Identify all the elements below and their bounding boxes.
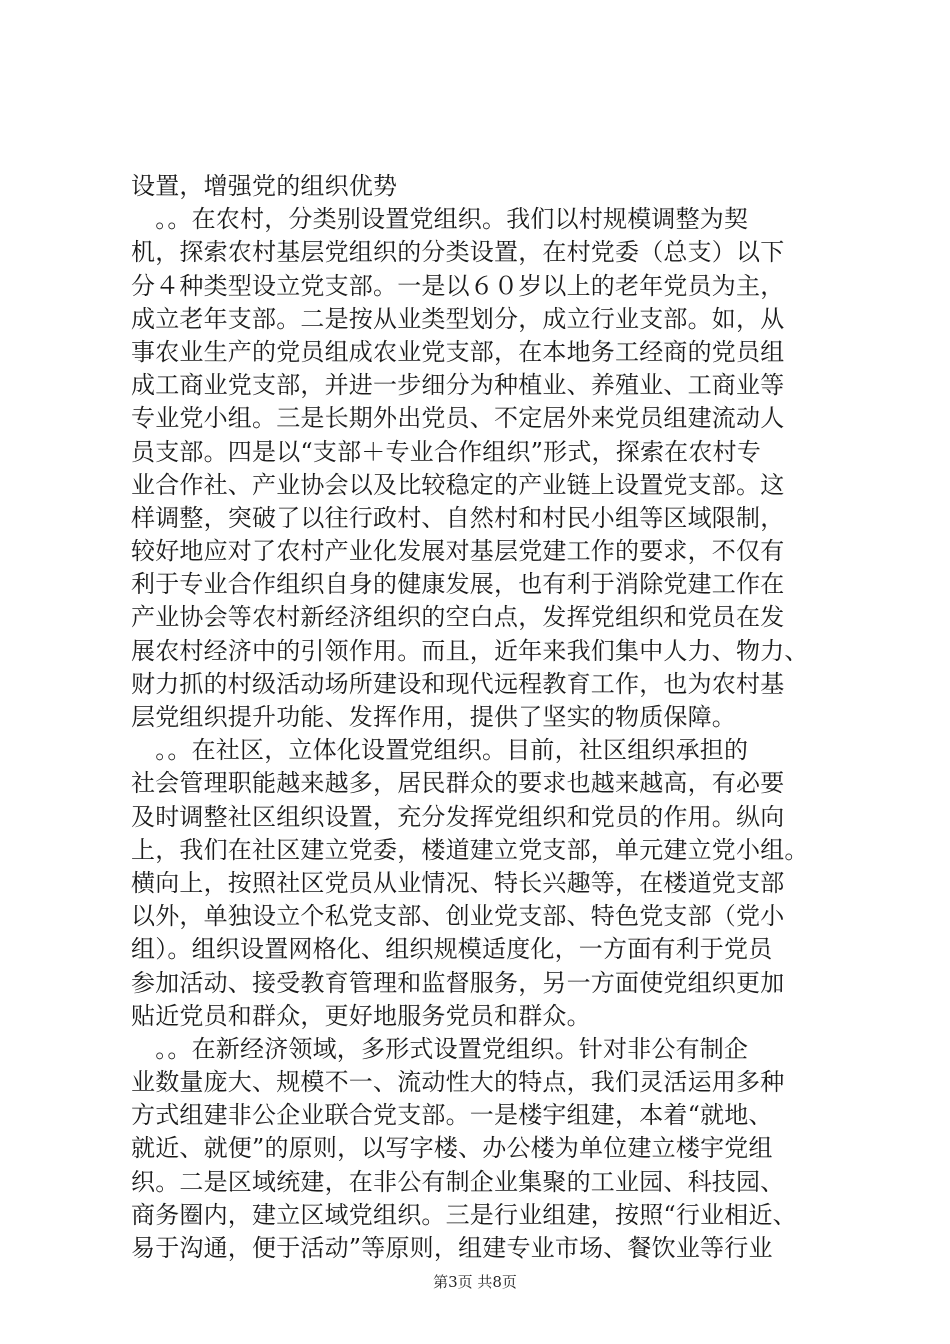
- text-line: 以外，单独设立个私党支部、创业党支部、特色党支部（党小: [131, 902, 785, 931]
- text-line: 及时调整社区组织设置，充分发挥党组织和党员的作用。纵向: [131, 802, 785, 831]
- text-line: 产业协会等农村新经济组织的空白点，发挥党组织和党员在发: [131, 603, 785, 632]
- text-line: 业数量庞大、规模不一、流动性大的特点，我们灵活运用多种: [131, 1068, 785, 1097]
- body-text: [131, 170, 831, 1265]
- text-line: 。。在新经济领域，多形式设置党组织。针对非公有制企: [131, 1034, 749, 1063]
- text-line: 分４种类型设立党支部。一是以６０岁以上的老年党员为主，: [131, 271, 785, 300]
- text-line: 就近、就便”的原则，以写字楼、办公楼为单位建立楼宇党组: [131, 1134, 773, 1163]
- text-line: 业合作社、产业协会以及比较稳定的产业链上设置党支部。这: [131, 470, 785, 499]
- text-line: 商务圈内，建立区域党组织。三是行业组建，按照“行业相近、: [131, 1200, 797, 1229]
- text-line: 。。在社区，立体化设置党组织。目前，社区组织承担的: [131, 736, 749, 765]
- text-line: 员支部。四是以“支部＋专业合作组织”形式，探索在农村专: [131, 437, 761, 466]
- page-number-footer: 第3页 共8页: [433, 1273, 517, 1291]
- text-line: 。。在农村，分类别设置党组织。我们以村规模调整为契: [131, 205, 749, 234]
- text-line: 横向上，按照社区党员从业情况、特长兴趣等，在楼道党支部: [131, 868, 785, 897]
- text-line: 易于沟通，便于活动”等原则，组建专业市场、餐饮业等行业: [131, 1234, 773, 1262]
- text-line: 上，我们在社区建立党委，楼道建立党支部，单元建立党小组。: [131, 835, 809, 864]
- text-line: 成立老年支部。二是按从业类型划分，成立行业支部。如，从: [131, 304, 785, 333]
- text-line: 较好地应对了农村产业化发展对基层党建工作的要求，不仅有: [131, 537, 785, 566]
- text-line: 事农业生产的党员组成农业党支部，在本地务工经商的党员组: [131, 337, 785, 366]
- text-line: 织。二是区域统建，在非公有制企业集聚的工业园、科技园、: [131, 1167, 785, 1196]
- text-line: 财力抓的村级活动场所建设和现代远程教育工作，也为农村基: [131, 669, 785, 698]
- text-line: 设置，增强党的组织优势: [131, 172, 398, 200]
- text-line: 专业党小组。三是长期外出党员、不定居外来党员组建流动人: [131, 404, 785, 433]
- text-line: 参加活动、接受教育管理和监督服务，另一方面使党组织更加: [131, 968, 785, 997]
- text-line: 成工商业党支部，并进一步细分为种植业、养殖业、工商业等: [131, 371, 785, 400]
- text-line: 样调整，突破了以往行政村、自然村和村民小组等区域限制，: [131, 503, 785, 532]
- text-line: 层党组织提升功能、发挥作用，提供了坚实的物质保障。: [131, 703, 736, 731]
- text-line: 方式组建非公企业联合党支部。一是楼宇组建，本着“就地、: [131, 1101, 773, 1130]
- text-line: 组）。组织设置网格化、组织规模适度化，一方面有利于党员: [131, 935, 773, 964]
- text-line: 展农村经济中的引领作用。而且，近年来我们集中人力、物力、: [131, 636, 809, 665]
- text-line: 贴近党员和群众，更好地服务党员和群众。: [131, 1001, 591, 1030]
- text-line: 机，探索农村基层党组织的分类设置，在村党委（总支）以下: [131, 238, 785, 267]
- text-line: 利于专业合作组织自身的健康发展，也有利于消除党建工作在: [131, 570, 785, 599]
- text-line: 社会管理职能越来越多，居民群众的要求也越来越高，有必要: [131, 769, 785, 798]
